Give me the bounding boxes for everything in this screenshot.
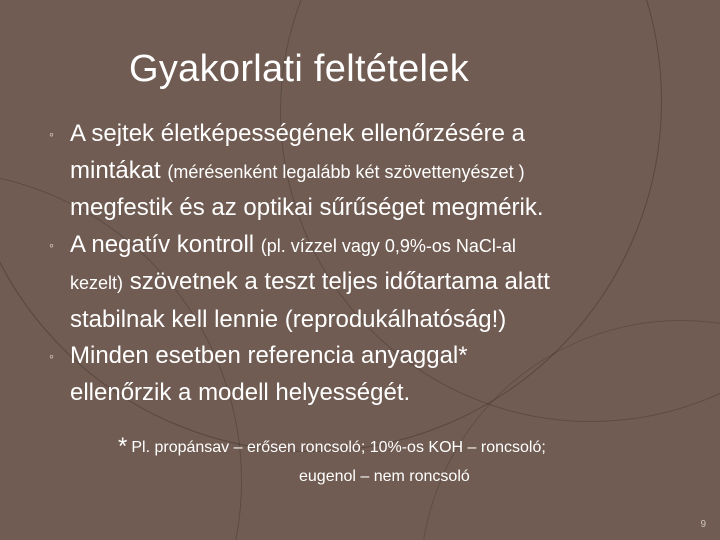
bullet-note: (mérésenként legalább két szövettenyészet ) [167, 161, 525, 182]
bullet-line [70, 264, 720, 302]
bullet-note: kezelt) [70, 273, 124, 293]
bullet-icon: ◦ [49, 348, 54, 364]
footnote-line: eugenol – nem roncsoló [299, 468, 470, 485]
slide-title: Gyakorlati feltételek [129, 48, 470, 90]
bullet-text: mintákat [70, 156, 161, 184]
page-number: 9 [700, 519, 706, 530]
footnote-line: Pl. propánsav – erősen roncsoló; 10%-os KOH – roncsoló; [131, 439, 546, 456]
bullet-line: stabilnak kell lennie (reprodukálhatóság!) [70, 305, 507, 333]
bullet-line [70, 227, 720, 265]
footnote-asterisk: * [118, 433, 128, 460]
bullet-line: A sejtek életképességének ellenőrzésére a [70, 120, 525, 147]
bullet-icon: ◦ [49, 126, 54, 142]
bullet-text: A negatív kontroll [70, 230, 255, 258]
bullet-item-viability [0, 116, 720, 227]
bullet-line: megfestik és az optikai sűrűséget megmérik. [70, 194, 544, 221]
bullet-text: szövetnek a teszt teljes időtartama alatt [129, 268, 550, 295]
bullet-item-reference [0, 338, 720, 411]
bullet-line: Minden esetben referencia anyaggal* [70, 342, 468, 369]
bullet-line [70, 153, 720, 191]
bullet-list [0, 116, 720, 411]
bullet-line: ellenőrzik a modell helyességét. [70, 378, 411, 406]
bullet-note: (pl. vízzel vagy 0,9%-os NaCl-al [260, 235, 516, 256]
bullet-icon: ◦ [49, 236, 54, 253]
bullet-item-negative-control [0, 227, 720, 339]
footnote [118, 434, 546, 461]
